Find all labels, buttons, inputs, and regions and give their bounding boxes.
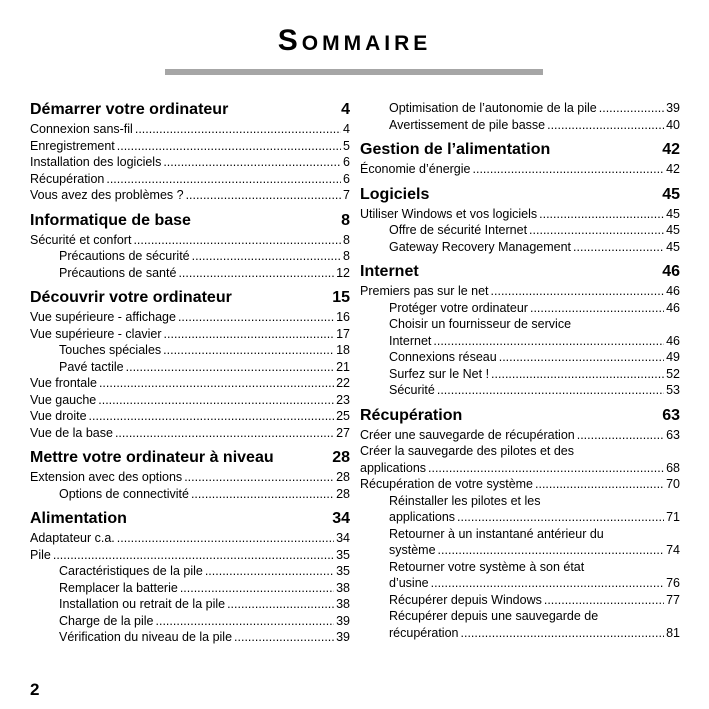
dot-leader bbox=[491, 366, 664, 383]
dot-leader bbox=[547, 117, 664, 134]
entry-label: Avertissement de pile basse bbox=[389, 117, 546, 132]
dot-leader bbox=[539, 206, 664, 223]
dot-leader bbox=[180, 580, 334, 597]
entry-page: 16 bbox=[336, 310, 350, 324]
section-title: Récupération bbox=[360, 406, 463, 424]
toc-section-heading[interactable] bbox=[30, 100, 350, 119]
entry-page: 25 bbox=[336, 409, 350, 423]
entry-label: Connexions réseau bbox=[389, 350, 497, 364]
entry-label: Récupération bbox=[30, 171, 105, 186]
dot-leader bbox=[192, 248, 341, 265]
section-page: 63 bbox=[662, 406, 680, 424]
entry-label: Gateway Recovery Management bbox=[389, 239, 572, 254]
toc-entry[interactable] bbox=[360, 117, 680, 134]
toc-section-heading[interactable] bbox=[360, 262, 680, 281]
toc-entry[interactable] bbox=[360, 349, 680, 366]
entry-page: 17 bbox=[336, 326, 350, 341]
toc-entry-wrapped-line[interactable]: Créer la sauvegarde des pilotes et des bbox=[360, 444, 575, 458]
dot-leader bbox=[163, 342, 334, 359]
section-title: Internet bbox=[360, 263, 419, 280]
toc-entry-wrapped-line[interactable]: Retourner à un instantané antérieur du bbox=[389, 526, 604, 541]
entry-page: 28 bbox=[336, 470, 350, 484]
dot-leader bbox=[184, 469, 334, 486]
entry-label: Utiliser Windows et vos logiciels bbox=[360, 206, 538, 221]
entry-label: Sécurité et confort bbox=[30, 232, 132, 247]
toc-entry[interactable] bbox=[30, 629, 350, 646]
toc-section-heading[interactable] bbox=[30, 211, 350, 230]
entry-page: 46 bbox=[666, 284, 680, 298]
section-title: Découvrir votre ordinateur bbox=[30, 289, 232, 306]
entry-label: Précautions de sécurité bbox=[59, 249, 190, 263]
entry-label: Vue frontale bbox=[30, 376, 97, 390]
toc-entry[interactable] bbox=[30, 171, 350, 188]
dot-leader bbox=[117, 138, 341, 155]
entry-label: Pile bbox=[30, 547, 51, 562]
toc-left-column bbox=[30, 100, 350, 646]
toc-entry[interactable] bbox=[360, 476, 680, 493]
toc-entry[interactable] bbox=[30, 265, 350, 282]
entry-label: Extension avec des options bbox=[30, 470, 183, 484]
entry-page: 39 bbox=[336, 630, 350, 644]
entry-page: 39 bbox=[666, 101, 680, 115]
entry-label: Installation ou retrait de la pile bbox=[59, 597, 226, 611]
dot-leader bbox=[431, 575, 664, 592]
entry-page: 38 bbox=[336, 597, 350, 611]
toc-entry-wrapped-line[interactable]: Choisir un fournisseur de service bbox=[389, 317, 572, 331]
dot-leader bbox=[428, 460, 664, 477]
toc-entry[interactable] bbox=[30, 359, 350, 376]
toc-entry[interactable] bbox=[360, 427, 680, 444]
toc-entry[interactable] bbox=[360, 161, 680, 178]
dot-leader bbox=[577, 427, 664, 444]
entry-label: d’usine bbox=[389, 576, 429, 590]
toc-entry[interactable] bbox=[30, 392, 350, 409]
toc-entry[interactable] bbox=[360, 333, 680, 350]
toc-section-heading[interactable] bbox=[30, 288, 350, 307]
entry-label: Récupérer depuis Windows bbox=[389, 592, 542, 607]
entry-label: Remplacer la batterie bbox=[59, 580, 178, 595]
dot-leader bbox=[457, 509, 664, 526]
dot-leader bbox=[544, 592, 664, 609]
entry-page: 46 bbox=[666, 333, 680, 348]
entry-label: Premiers pas sur le net bbox=[360, 284, 489, 298]
entry-page: 35 bbox=[336, 547, 350, 562]
entry-page: 77 bbox=[666, 592, 680, 607]
entry-label: Vous avez des problèmes ? bbox=[30, 188, 184, 202]
dot-leader bbox=[205, 563, 334, 580]
section-page: 45 bbox=[662, 185, 680, 203]
dot-leader bbox=[115, 425, 334, 442]
entry-page: 53 bbox=[666, 383, 680, 397]
entry-page: 6 bbox=[343, 155, 350, 169]
toc-section-heading[interactable] bbox=[360, 406, 680, 425]
toc-entry[interactable] bbox=[30, 342, 350, 359]
toc-entry[interactable] bbox=[30, 596, 350, 613]
dot-leader bbox=[529, 222, 664, 239]
entry-label: Vue supérieure - clavier bbox=[30, 326, 162, 341]
section-page: 34 bbox=[332, 510, 350, 527]
dot-leader bbox=[106, 171, 341, 188]
toc-entry[interactable] bbox=[360, 100, 680, 117]
toc-entry[interactable] bbox=[30, 425, 350, 442]
entry-page: 22 bbox=[336, 376, 350, 390]
page-title: Sommaire bbox=[277, 24, 432, 57]
entry-label: Optimisation de l’autonomie de la pile bbox=[389, 101, 597, 115]
toc-entry[interactable] bbox=[30, 138, 350, 155]
dot-leader bbox=[499, 349, 664, 366]
dot-leader bbox=[163, 154, 341, 171]
toc-entry-wrapped-line[interactable]: Réinstaller les pilotes et les bbox=[389, 493, 541, 508]
entry-label: Connexion sans-fil bbox=[30, 122, 133, 136]
toc-entry[interactable] bbox=[360, 366, 680, 383]
entry-label: Caractéristiques de la pile bbox=[59, 564, 203, 578]
entry-page: 39 bbox=[336, 613, 350, 628]
entry-label: Vérification du niveau de la pile bbox=[59, 630, 233, 644]
dot-leader bbox=[164, 326, 335, 343]
entry-label: Protéger votre ordinateur bbox=[389, 300, 528, 315]
dot-leader bbox=[98, 392, 334, 409]
entry-page: 8 bbox=[343, 249, 350, 263]
toc-entry[interactable] bbox=[30, 530, 350, 547]
section-page: 28 bbox=[332, 449, 350, 466]
dot-leader bbox=[599, 100, 664, 117]
entry-label: Créer une sauvegarde de récupération bbox=[360, 427, 575, 442]
toc-entry[interactable] bbox=[30, 309, 350, 326]
section-page: 46 bbox=[662, 263, 680, 280]
toc-entry[interactable] bbox=[360, 222, 680, 239]
entry-label: Vue de la base bbox=[30, 425, 113, 440]
entry-page: 27 bbox=[336, 425, 350, 440]
section-title: Gestion de l’alimentation bbox=[360, 141, 551, 158]
entry-label: Sécurité bbox=[389, 383, 435, 397]
toc-entry[interactable] bbox=[360, 575, 680, 592]
entry-page: 45 bbox=[666, 206, 680, 221]
toc-entry[interactable] bbox=[360, 460, 680, 477]
section-page: 8 bbox=[341, 211, 350, 229]
dot-leader bbox=[234, 629, 334, 646]
entry-page: 21 bbox=[336, 359, 350, 374]
entry-page: 7 bbox=[343, 188, 350, 202]
dot-leader bbox=[433, 333, 664, 350]
section-title: Informatique de base bbox=[30, 211, 191, 229]
toc-entry[interactable] bbox=[30, 486, 350, 503]
entry-page: 45 bbox=[666, 239, 680, 254]
dot-leader bbox=[227, 596, 334, 613]
entry-label: récupération bbox=[389, 625, 459, 640]
entry-label: Récupération de votre système bbox=[360, 477, 534, 491]
entry-page: 12 bbox=[336, 265, 350, 280]
toc-entry[interactable] bbox=[30, 469, 350, 486]
section-page: 4 bbox=[341, 101, 350, 118]
dot-leader bbox=[530, 300, 664, 317]
section-page: 42 bbox=[662, 141, 680, 158]
entry-page: 71 bbox=[666, 510, 680, 524]
entry-label: Vue gauche bbox=[30, 392, 97, 407]
section-page: 15 bbox=[332, 289, 350, 306]
toc-entry[interactable] bbox=[30, 375, 350, 392]
toc-section-heading[interactable] bbox=[360, 140, 680, 159]
entry-page: 4 bbox=[343, 122, 350, 136]
toc-entry[interactable] bbox=[30, 326, 350, 343]
entry-label: Précautions de santé bbox=[59, 265, 177, 280]
toc-entry[interactable] bbox=[360, 239, 680, 256]
entry-page: 35 bbox=[336, 564, 350, 578]
toc-entry[interactable] bbox=[30, 232, 350, 249]
dot-leader bbox=[53, 547, 334, 564]
entry-page: 49 bbox=[666, 350, 680, 364]
toc-section-heading[interactable] bbox=[30, 509, 350, 528]
entry-label: système bbox=[389, 543, 436, 557]
entry-page: 5 bbox=[343, 138, 350, 153]
dot-leader bbox=[491, 283, 665, 300]
toc-entry[interactable] bbox=[360, 283, 680, 300]
entry-label: Touches spéciales bbox=[59, 343, 162, 357]
dot-leader bbox=[473, 161, 665, 178]
entry-label: Économie d’énergie bbox=[360, 162, 471, 176]
toc-entry[interactable] bbox=[30, 187, 350, 204]
toc-entry[interactable] bbox=[360, 206, 680, 223]
entry-page: 68 bbox=[666, 460, 680, 475]
entry-page: 34 bbox=[336, 531, 350, 545]
entry-page: 52 bbox=[666, 366, 680, 381]
entry-label: Pavé tactile bbox=[59, 359, 124, 374]
toc-entry[interactable] bbox=[360, 542, 680, 559]
entry-page: 6 bbox=[343, 171, 350, 186]
dot-leader bbox=[437, 382, 664, 399]
dot-leader bbox=[126, 359, 334, 376]
entry-page: 42 bbox=[666, 162, 680, 176]
entry-page: 28 bbox=[336, 486, 350, 501]
toc-entry[interactable] bbox=[360, 592, 680, 609]
toc-right-column bbox=[360, 100, 680, 641]
section-title: Alimentation bbox=[30, 510, 127, 527]
dot-leader bbox=[135, 121, 341, 138]
entry-page: 38 bbox=[336, 580, 350, 595]
dot-leader bbox=[99, 375, 334, 392]
toc-entry[interactable] bbox=[30, 408, 350, 425]
toc-entry[interactable] bbox=[360, 625, 680, 642]
title-underline bbox=[165, 69, 543, 75]
entry-page: 81 bbox=[666, 625, 680, 640]
entry-page: 8 bbox=[343, 232, 350, 247]
dot-leader bbox=[535, 476, 664, 493]
dot-leader bbox=[186, 187, 341, 204]
toc-entry[interactable] bbox=[30, 154, 350, 171]
entry-label: Surfez sur le Net ! bbox=[389, 366, 490, 381]
toc-entry[interactable] bbox=[360, 509, 680, 526]
section-title: Logiciels bbox=[360, 185, 430, 203]
entry-page: 40 bbox=[666, 117, 680, 132]
dot-leader bbox=[117, 530, 334, 547]
section-title: Démarrer votre ordinateur bbox=[30, 101, 229, 118]
dot-leader bbox=[191, 486, 334, 503]
entry-label: Installation des logiciels bbox=[30, 155, 162, 169]
toc-entry-wrapped-line[interactable]: Retourner votre système à son état bbox=[389, 559, 585, 574]
toc-entry[interactable] bbox=[360, 382, 680, 399]
entry-label: Vue droite bbox=[30, 409, 87, 423]
entry-label: Charge de la pile bbox=[59, 613, 154, 628]
entry-label: Adaptateur c.a. bbox=[30, 531, 115, 545]
entry-label: applications bbox=[360, 460, 427, 475]
entry-page: 74 bbox=[666, 543, 680, 557]
toc-entry[interactable] bbox=[30, 580, 350, 597]
entry-label: Offre de sécurité Internet bbox=[389, 223, 528, 237]
toc-entry-wrapped-line[interactable]: Récupérer depuis une sauvegarde de bbox=[389, 609, 599, 623]
entry-label: Enregistrement bbox=[30, 138, 115, 153]
entry-page: 23 bbox=[336, 392, 350, 407]
dot-leader bbox=[133, 232, 341, 249]
entry-page: 45 bbox=[666, 223, 680, 237]
entry-page: 70 bbox=[666, 477, 680, 491]
entry-label: Vue supérieure - affichage bbox=[30, 310, 176, 324]
entry-page: 18 bbox=[336, 343, 350, 357]
dot-leader bbox=[178, 309, 334, 326]
toc-entry[interactable] bbox=[30, 121, 350, 138]
dot-leader bbox=[573, 239, 664, 256]
toc-entry[interactable] bbox=[30, 563, 350, 580]
entry-page: 76 bbox=[666, 576, 680, 590]
dot-leader bbox=[156, 613, 335, 630]
entry-page: 63 bbox=[666, 427, 680, 442]
toc-section-heading[interactable] bbox=[360, 185, 680, 204]
dot-leader bbox=[438, 542, 665, 559]
page-number: 2 bbox=[30, 680, 40, 699]
entry-label: Options de connectivité bbox=[59, 486, 189, 501]
entry-label: applications bbox=[389, 510, 456, 524]
dot-leader bbox=[89, 408, 335, 425]
section-title: Mettre votre ordinateur à niveau bbox=[30, 449, 274, 466]
entry-page: 46 bbox=[666, 300, 680, 315]
toc-entry[interactable] bbox=[30, 547, 350, 564]
entry-label: Internet bbox=[389, 333, 432, 348]
dot-leader bbox=[461, 625, 665, 642]
dot-leader bbox=[178, 265, 334, 282]
toc-section-heading[interactable] bbox=[30, 448, 350, 467]
toc-entry[interactable] bbox=[360, 300, 680, 317]
toc-entry[interactable] bbox=[30, 248, 350, 265]
toc-entry[interactable] bbox=[30, 613, 350, 630]
